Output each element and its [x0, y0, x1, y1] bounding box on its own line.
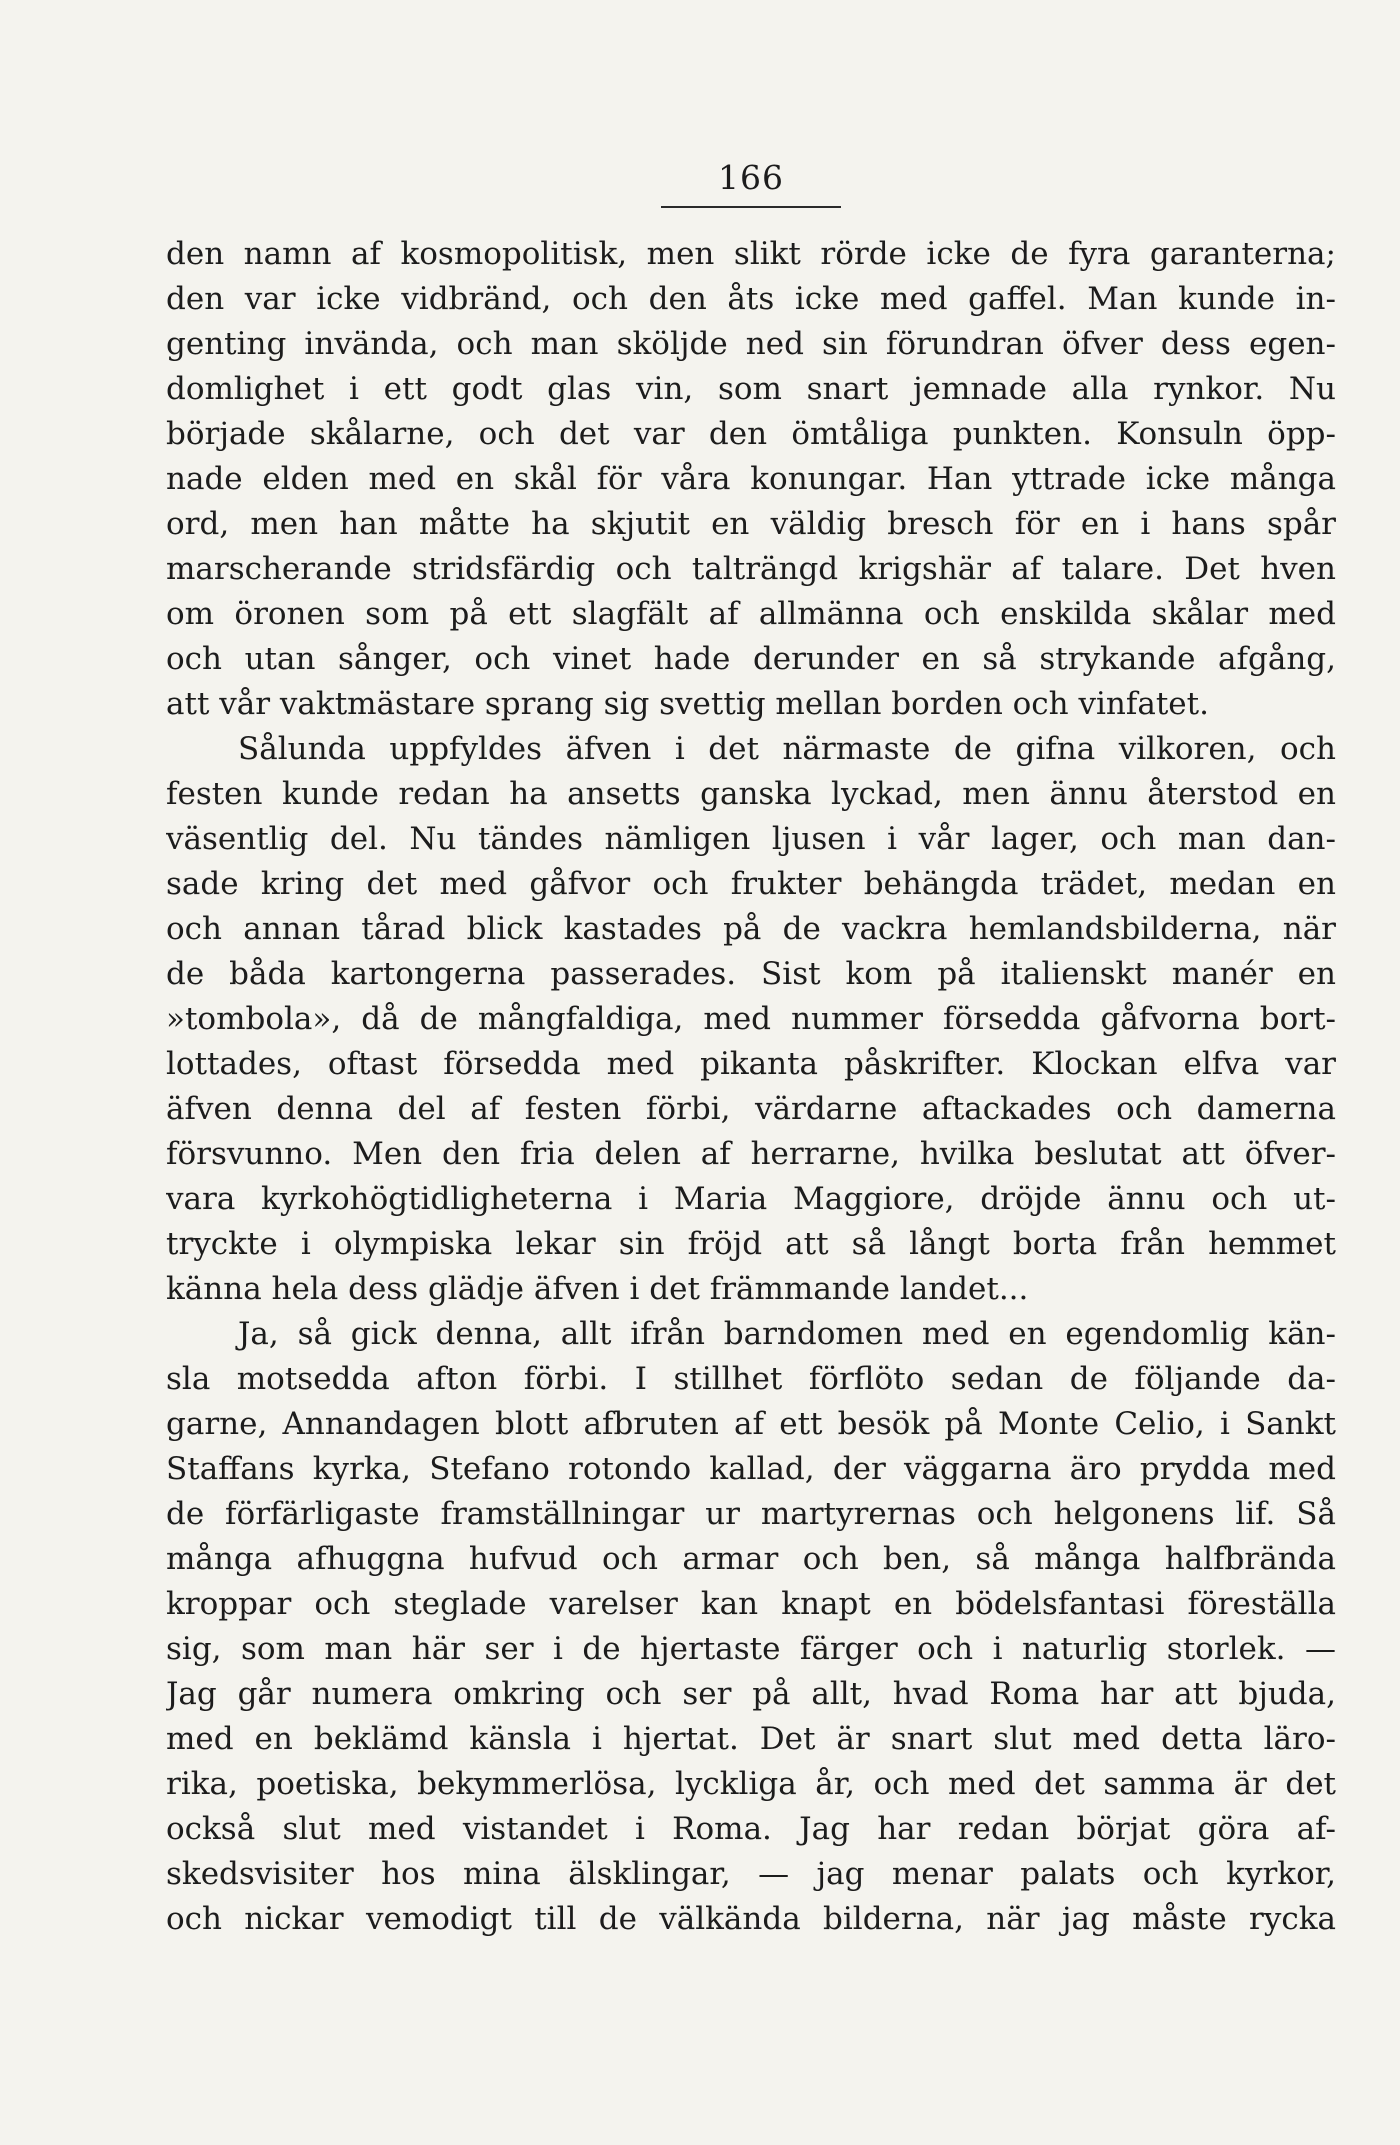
page-number-rule — [661, 206, 841, 208]
text-line: också slut med vistandet i Roma. Jag har redan börjat göra af- — [166, 1811, 1336, 1847]
text-line: väsentlig del. Nu tändes nämligen ljusen i vår lager, och man dan- — [166, 821, 1336, 857]
text-line: och utan sånger, och vinet hade derunder en så strykande afgång, — [166, 641, 1336, 677]
text-line: de förfärligaste framställningar ur martyrernas och helgonens lif. Så — [166, 1496, 1336, 1532]
text-line: många afhuggna hufvud och armar och ben, så många halfbrända — [166, 1541, 1336, 1577]
text-line: lottades, oftast försedda med pikanta påskrifter. Klockan elfva var — [166, 1046, 1336, 1082]
text-line: marscherande stridsfärdig och talträngd krigshär af talare. Det hven — [166, 551, 1336, 587]
text-line: den var icke vidbränd, och den åts icke med gaffel. Man kunde in- — [166, 281, 1336, 317]
text-line: sade kring det med gåfvor och frukter behängda trädet, medan en — [166, 866, 1336, 902]
text-line: Staffans kyrka, Stefano rotondo kallad, der väggarna äro prydda med — [166, 1451, 1336, 1487]
text-line: började skålarne, och det var den ömtåliga punkten. Konsuln öpp- — [166, 416, 1336, 452]
page-number: 166 — [718, 158, 784, 197]
body-text — [166, 232, 1336, 1942]
text-line: »tombola», då de mångfaldiga, med nummer försedda gåfvorna bort- — [166, 1001, 1336, 1037]
text-line: ord, men han måtte ha skjutit en väldig bresch för en i hans spår — [166, 506, 1336, 542]
text-line: Jag går numera omkring och ser på allt, hvad Roma har att bjuda, — [166, 1676, 1336, 1712]
text-line: den namn af kosmopolitisk, men slikt rörde icke de fyra garanterna; — [166, 236, 1336, 272]
text-line: och annan tårad blick kastades på de vackra hemlandsbilderna, när — [166, 911, 1336, 947]
text-line: att vår vaktmästare sprang sig svettig mellan borden och vinfatet. — [166, 686, 1209, 722]
text-line: de båda kartongerna passerades. Sist kom på italienskt manér en — [166, 956, 1336, 992]
text-line: om öronen som på ett slagfält af allmänna och enskilda skålar med — [166, 596, 1336, 632]
text-line: Sålunda uppfyldes äfven i det närmaste de gifna vilkoren, och — [238, 731, 1336, 767]
text-line: sla motsedda afton förbi. I stillhet förflöto sedan de följande da- — [166, 1361, 1336, 1397]
text-line: och nickar vemodigt till de välkända bilderna, när jag måste rycka — [166, 1901, 1336, 1937]
text-line: försvunno. Men den fria delen af herrarne, hvilka beslutat att öfver- — [166, 1136, 1336, 1172]
text-line: äfven denna del af festen förbi, värdarne aftackades och damerna — [166, 1091, 1336, 1127]
text-line: sig, som man här ser i de hjertaste färger och i naturlig storlek. — — [166, 1631, 1336, 1667]
text-line: känna hela dess glädje äfven i det främmande landet... — [166, 1271, 1029, 1307]
text-line: rika, poetiska, bekymmerlösa, lyckliga år, och med det samma är det — [166, 1766, 1336, 1802]
text-line: domlighet i ett godt glas vin, som snart jemnade alla rynkor. Nu — [166, 371, 1336, 407]
text-line: skedsvisiter hos mina älsklingar, — jag menar palats och kyrkor, — [166, 1856, 1336, 1892]
text-line: genting invända, och man sköljde ned sin förundran öfver dess egen- — [166, 326, 1336, 362]
text-line: Ja, så gick denna, allt ifrån barndomen med en egendomlig kän- — [238, 1316, 1336, 1352]
text-line: garne, Annandagen blott afbruten af ett besök på Monte Celio, i Sankt — [166, 1406, 1336, 1442]
text-line: tryckte i olympiska lekar sin fröjd att så långt borta från hemmet — [166, 1226, 1336, 1262]
text-line: kroppar och steglade varelser kan knapt en bödelsfantasi föreställa — [166, 1586, 1336, 1622]
text-line: nade elden med en skål för våra konungar. Han yttrade icke många — [166, 461, 1336, 497]
text-line: festen kunde redan ha ansetts ganska lyckad, men ännu återstod en — [166, 776, 1336, 812]
text-line: vara kyrkohögtidligheterna i Maria Maggiore, dröjde ännu och ut- — [166, 1181, 1336, 1217]
text-line: med en beklämd känsla i hjertat. Det är snart slut med detta läro- — [166, 1721, 1336, 1757]
